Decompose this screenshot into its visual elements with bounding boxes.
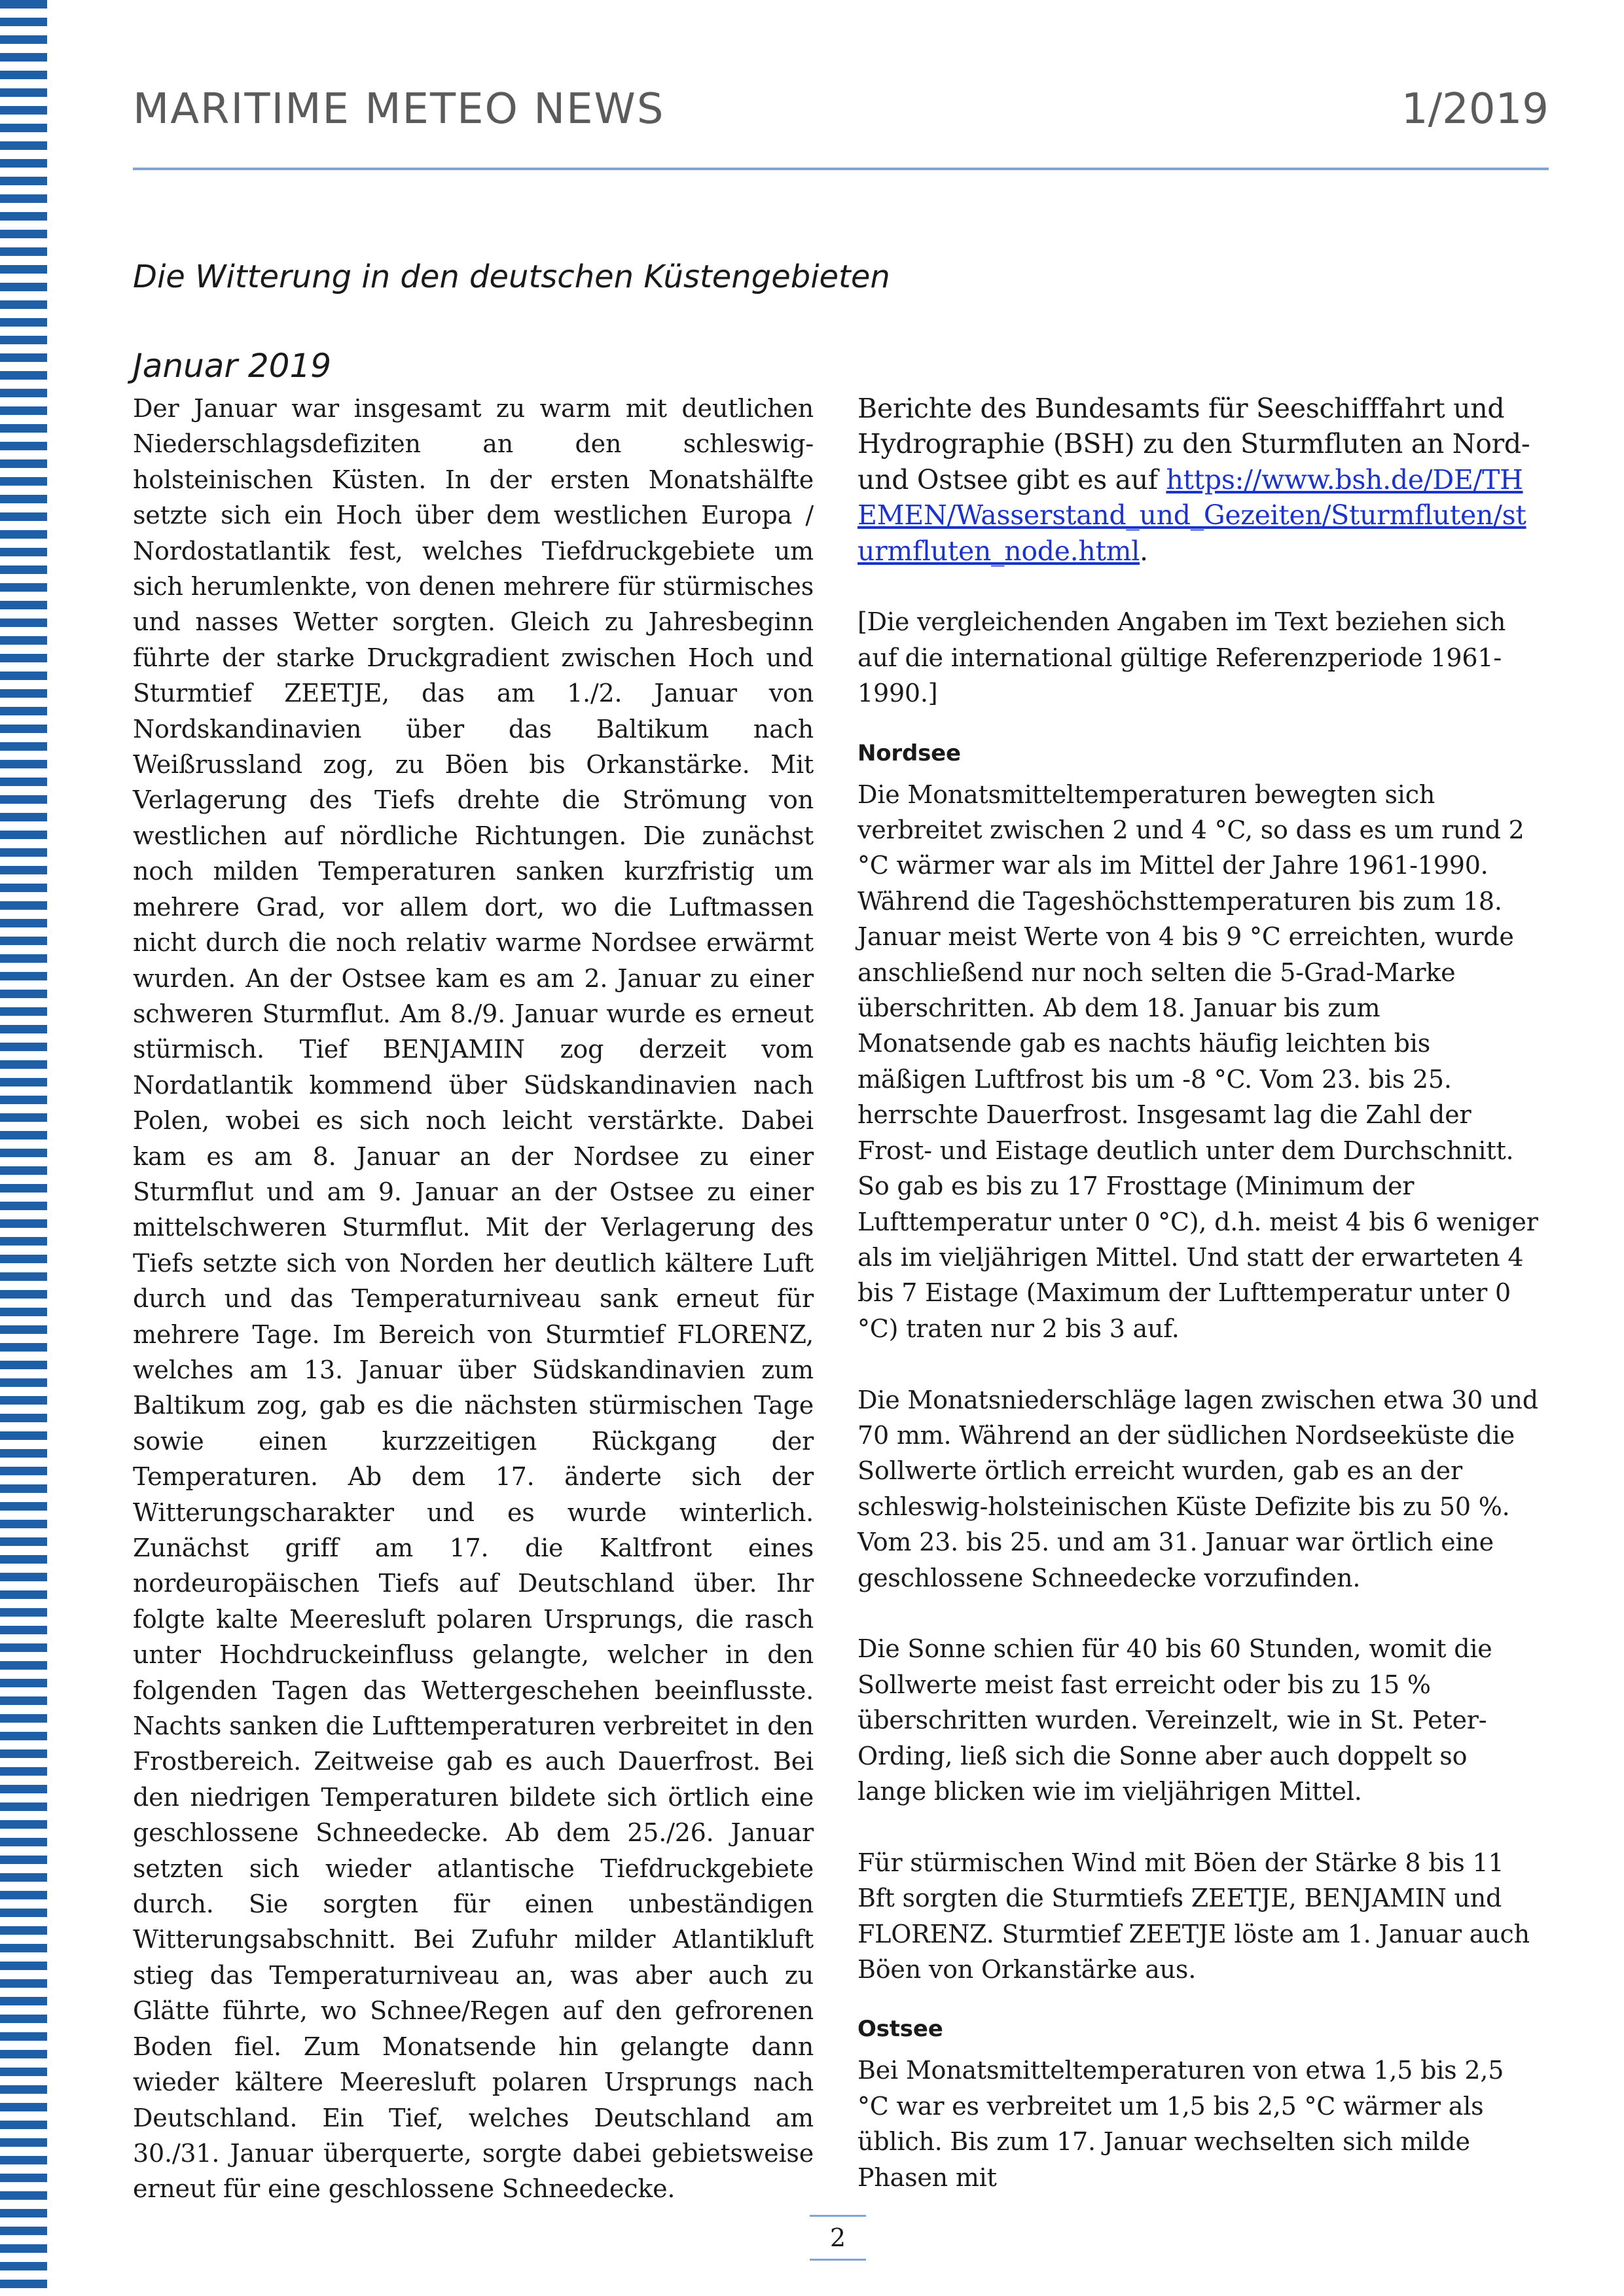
ostsee-paragraph-temperature: Bei Monatsmitteltemperaturen von etwa 1,5 bis 2,5 °C war es verbreitet um 1,5 bis 2,5 °C wärmer als üblich. Bis zum 17. Januar wechselten sich milde Phasen mit [857,2056,1504,2192]
nordsee-paragraph-sunshine: Die Sonne schien für 40 bis 60 Stunden, womit die Sollwerte meist fast erreicht oder bis zu 15 % überschritten wurden. Vereinzelt, wie in St. Peter-Ording, ließ sich die Sonne aber auch doppelt so lange blicken wie im vieljährigen Mittel. [857,1634,1492,1806]
nordsee-paragraph-temperature: Die Monatsmitteltemperaturen bewegten sich verbreitet zwischen 2 und 4 °C, so dass es um rund 2 °C wärmer war als im Mittel der Jahre 1961-1990. Während die Tageshöchsttemperaturen bis zum 18. Januar meist Werte von 4 bis 9 °C erreichten, wurde anschließend nur noch selten die 5-Grad-Marke überschritten. Ab dem 18. Januar bis zum Monatsende gab es nachts häufig leichten bis mäßigen Luftfrost bis um -8 °C. Vom 23. bis 25. herrschte Dauerfrost. Insgesamt lag die Zahl der Frost- und Eistage deutlich unter dem Durchschnitt. So gab es bis zu 17 Frosttage (Minimum der Lufttemperatur unter 0 °C), d.h. meist 4 bis 6 weniger als im vieljährigen Mittel. Und statt der erwarteten 4 bis 7 Eistage (Maximum der Lufttemperatur unter 0 °C) traten nur 2 bis 3 auf. [857,780,1538,1343]
month-title: Januar 2019 [133,347,332,385]
section-title: Die Witterung in den deutschen Küstengebieten [133,259,890,295]
header-divider [133,168,1549,170]
bsh-paragraph [857,391,1538,569]
intro-paragraph: Der Januar war insgesamt zu warm mit deutlichen Niederschlagsdefiziten an den schleswig-holsteinischen Küsten. In der ersten Monatshälfte setzte sich ein Hoch über dem westlichen Europa / Nordostatlantik fest, welches Tiefdruckgebiete um sich herumlenkte, von denen mehrere für stürmisches und nasses Wetter sorgten. Gleich zu Jahresbeginn führte der starke Druckgradient zwischen Hoch und Sturmtief ZEETJE, das am 1./2. Januar von Nordskandinavien über das Baltikum nach Weißrussland zog, zu Böen bis Orkanstärke. Mit Verlagerung des Tiefs drehte die Strömung von westlichen auf nördliche Richtungen. Die zunächst noch milden Temperaturen sanken kurzfristig um mehrere Grad, vor allem dort, wo die Luftmassen nicht durch die noch relativ warme Nordsee erwärmt wurden. An der Ostsee kam es am 2. Januar zu einer schweren Sturmflut. Am 8./9. Januar wurde es erneut stürmisch. Tief BENJAMIN zog derzeit vom Nordatlantik kommend über Südskandinavien nach Polen, wobei es sich noch leicht verstärkte. Dabei kam es am 8. Januar an der Nordsee zu einer Sturmflut und am 9. Januar an der Ostsee zu einer mittelschweren Sturmflut. Mit der Verlagerung des Tiefs setzte sich von Norden her deutlich kältere Luft durch und das Temperaturniveau sank erneut für mehrere Tage. Im Bereich von Sturmtief FLORENZ, welches am 13. Januar über Südskandinavien zum Baltikum zog, gab es die nächsten stürmischen Tage sowie einen kurzzeitigen Rückgang der Temperaturen. Ab dem 17. änderte sich der Witterungscharakter und es wurde winterlich. Zunächst griff am 17. die Kaltfront eines nordeuropäischen Tiefs auf Deutschland über. Ihr folgte kalte Meeresluft polaren Ursprungs, die rasch unter Hochdruckeinfluss gelangte, welcher in den folgenden Tagen das Wettergeschehen beeinflusste. Nachts sanken die Lufttemperaturen verbreitet in den Frostbereich. Zeitweise gab es auch Dauerfrost. Bei den niedrigen Temperaturen bildete sich örtlich eine geschlossene Schneedecke. Ab dem 25./26. Januar setzten sich wieder atlantische Tiefdruckgebiete durch. Sie sorgten für einen unbeständigen Witterungsabschnitt. Bei Zufuhr milder Atlantikluft stieg das Temperaturniveau an, was aber auch zu Glätte führte, wo Schnee/Regen auf den gefrorenen Boden fiel. Zum Monatsende hin gelangte dann wieder kältere Meeresluft polaren Ursprungs nach Deutschland. Ein Tief, welches Deutschland am 30./31. Januar überquerte, sorgte dabei gebietsweise erneut für eine geschlossene Schneedecke. [133,394,814,2204]
ostsee-heading: Ostsee [857,2016,943,2043]
bsh-link[interactable]: https://www.bsh.de/DE/THEMEN/Wasserstand_und_Gezeiten/Sturmfluten/sturmfluten_node.html [857,463,1526,567]
right-column [857,391,1538,2195]
page-number: 2 [810,2215,866,2261]
bsh-text: Berichte des Bundesamts für Seeschifffahrt und Hydrographie (BSH) zu den Sturmfluten an Nord- und Ostsee gibt es auf [857,393,1530,495]
nordsee-heading: Nordsee [857,740,961,766]
issue-number: 1/2019 [1401,85,1549,134]
left-column [133,391,814,2207]
nordsee-paragraph-wind: Für stürmischen Wind mit Böen der Stärke 8 bis 11 Bft sorgten die Sturmtiefs ZEETJE, BENJAMIN und FLORENZ. Sturmtief ZEETJE löste am 1. Januar auch Böen von Orkanstärke aus. [857,1848,1530,1984]
magazine-title: MARITIME METEO NEWS [133,85,665,134]
left-stripe-decoration [0,0,47,2296]
bsh-end: . [1140,535,1148,567]
reference-note: [Die vergleichenden Angaben im Text beziehen sich auf die international gültige Referenzperiode 1961-1990.] [857,607,1506,708]
nordsee-paragraph-precipitation: Die Monatsniederschläge lagen zwischen etwa 30 und 70 mm. Während an der südlichen Nordseeküste die Sollwerte örtlich erreicht wurden, gab es an der schleswig-holsteinischen Küste Defizite bis zu 50 %. Vom 23. bis 25. und am 31. Januar war örtlich eine geschlossene Schneedecke vorzufinden. [857,1385,1538,1592]
page-header [133,85,1549,136]
